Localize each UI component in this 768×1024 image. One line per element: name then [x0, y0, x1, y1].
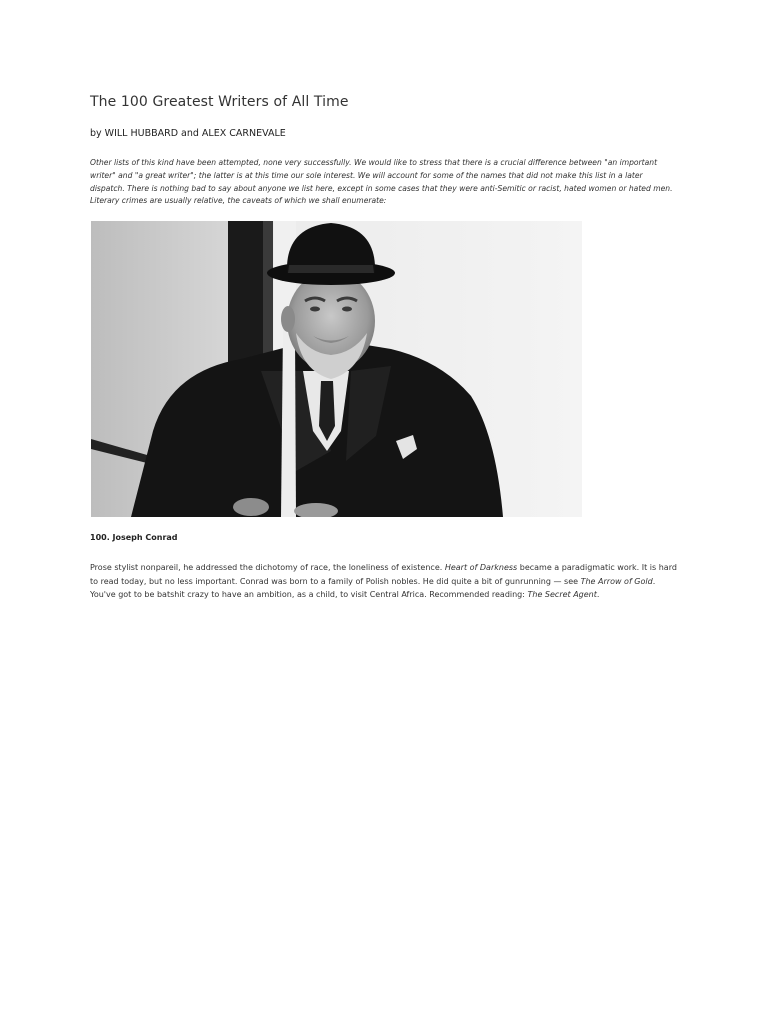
conrad-portrait-photo [91, 221, 582, 517]
article-intro: Other lists of this kind have been attempted, none very successfully. We would like to stress that there is a crucial difference between "an important writer" and "a great writer"; the latter is at this time our sole interest. We will account for some of the names that did not make this list in a later dispatch. There is nothing bad to say about anyone we list here, except in some cases that they were anti-Semitic or racist, hated women or hated men. Literary crimes are usually relative, the caveats of which we shall enumerate: [90, 158, 673, 206]
entry-text-2: became a paradigmatic work. It is hard to read today, but no less important. Conrad was born to a family of Polish nobles. He did quite a bit of gunrunning — see [90, 563, 677, 586]
article-byline: by WILL HUBBARD and ALEX CARNEVALE [90, 128, 286, 139]
entry-body [90, 561, 678, 602]
entry-text-1: Prose stylist nonpareil, he addressed the dichotomy of race, the loneliness of existence. [90, 563, 445, 572]
entry-heading: 100. Joseph Conrad [90, 533, 178, 542]
entry-work-2: The Arrow of Gold [580, 576, 653, 586]
article-title: The 100 Greatest Writers of All Time [90, 94, 349, 110]
entry-work-1: Heart of Darkness [444, 563, 518, 572]
entry-text-4: . [596, 590, 600, 600]
entry-work-3: The Secret Agent [527, 590, 597, 600]
entry-text-3: . You've got to be batshit crazy to have an ambition, as a child, to visit Central Africa. Recommended reading: [90, 576, 656, 600]
